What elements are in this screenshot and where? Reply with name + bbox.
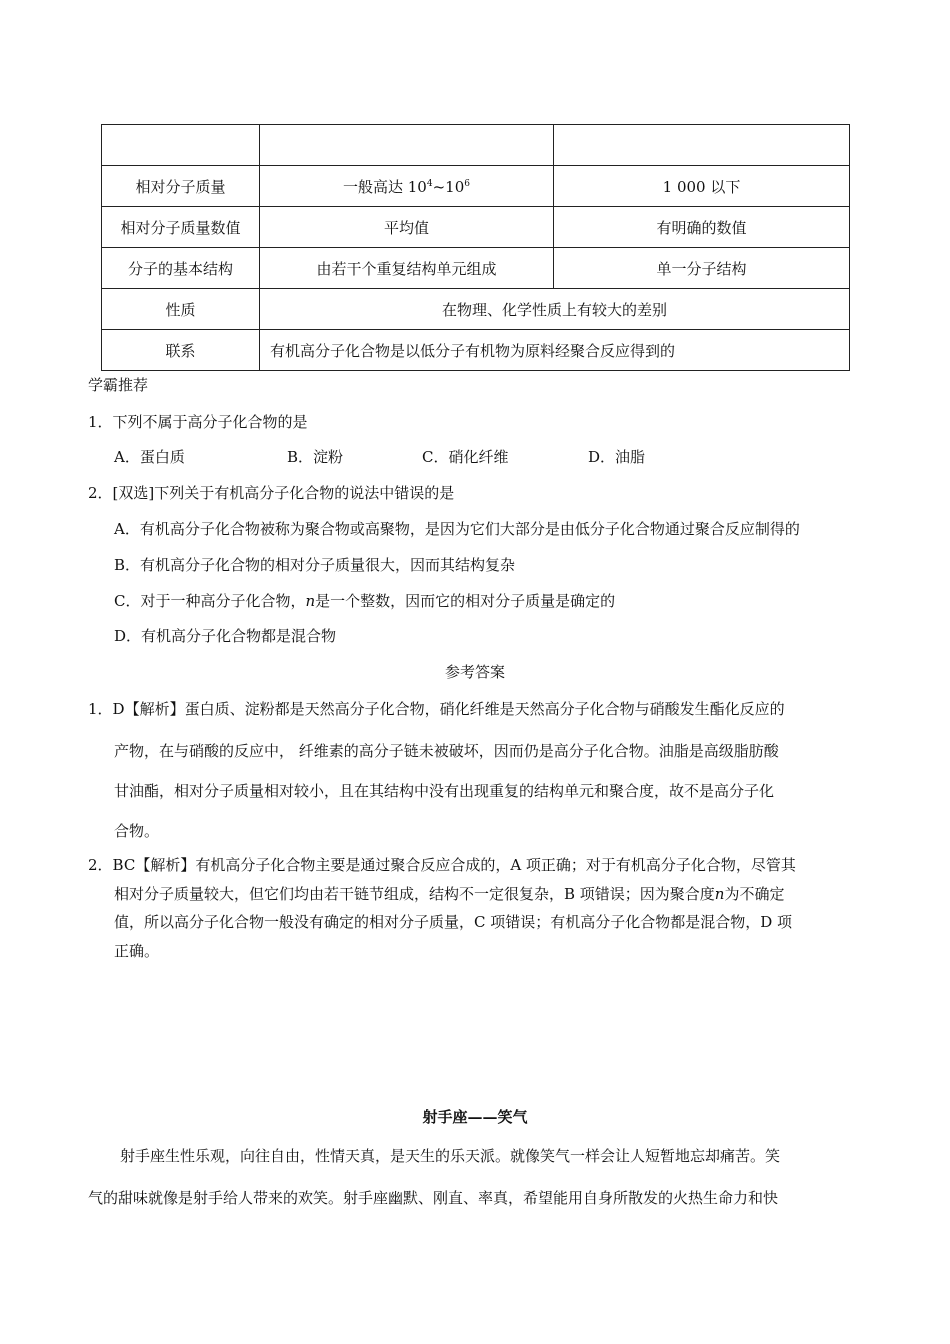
table-row <box>102 166 850 207</box>
row-label: 性质 <box>102 289 260 330</box>
footer-title: 射手座——笑气 <box>422 1108 528 1126</box>
answer-2-line: 值，所以高分子化合物一般没有确定的相对分子质量，C 项错误；有机高分子化合物都是混合物，D 项 <box>114 913 793 931</box>
table-cell <box>102 125 260 166</box>
table-cell <box>260 125 554 166</box>
table-cell: 1 000 以下 <box>554 166 850 207</box>
question-1-stem: 1．下列不属于高分子化合物的是 <box>88 413 308 431</box>
table-cell: 单一分子结构 <box>554 248 850 289</box>
q1-option-c: C．硝化纤维 <box>422 448 509 466</box>
table-cell: 有明确的数值 <box>554 207 850 248</box>
table-cell: 由若干个重复结构单元组成 <box>260 248 554 289</box>
q2-option-b: B．有机高分子化合物的相对分子质量很大，因而其结构复杂 <box>114 556 516 574</box>
table-cell: 在物理、化学性质上有较大的差别 <box>260 289 850 330</box>
q2-option-a: A．有机高分子化合物被称为聚合物或高聚物，是因为它们大部分是由低分子化合物通过聚合反应制得的 <box>114 520 800 538</box>
q1-option-d: D．油脂 <box>588 448 646 466</box>
footer-text-line: 气的甜味就像是射手给人带来的欢笑。射手座幽默、刚直、率真，希望能用自身所散发的火热生命力和快 <box>88 1189 779 1207</box>
table-row <box>102 289 850 330</box>
table-cell: 平均值 <box>260 207 554 248</box>
q2-option-c: C．对于一种高分子化合物，n是一个整数，因而它的相对分子质量是确定的 <box>114 592 616 610</box>
answers-title: 参考答案 <box>444 663 505 681</box>
q1-option-b: B．淀粉 <box>287 448 344 466</box>
table-row <box>102 330 850 371</box>
section-title: 学霸推荐 <box>88 376 149 394</box>
footer-text-line: 射手座生性乐观，向往自由，性情天真，是天生的乐天派。就像笑气一样会让人短暂地忘却痛苦。笑 <box>120 1147 781 1165</box>
row-label: 相对分子质量 <box>102 166 260 207</box>
table-row <box>102 125 850 166</box>
answer-1-line: 甘油酯，相对分子质量相对较小，且在其结构中没有出现重复的结构单元和聚合度，故不是高分子化 <box>114 782 775 800</box>
table-cell <box>554 125 850 166</box>
comparison-table <box>101 124 850 371</box>
row-label: 联系 <box>102 330 260 371</box>
q1-option-a: A．蛋白质 <box>114 448 185 466</box>
row-label: 相对分子质量数值 <box>102 207 260 248</box>
table-row <box>102 248 850 289</box>
q2-option-d: D．有机高分子化合物都是混合物 <box>114 627 337 645</box>
answer-2-line: 相对分子质量较大，但它们均由若干链节组成，结构不一定很复杂，B 项错误；因为聚合度n为不确定 <box>114 885 785 903</box>
table-cell: 一般高达 $10^4\sim 10^6$ <box>260 166 554 207</box>
answer-1-line: 合物。 <box>114 822 160 840</box>
answer-2-line: 2．BC【解析】有机高分子化合物主要是通过聚合反应合成的，A 项正确；对于有机高分子化合物，尽管其 <box>88 856 796 874</box>
answer-1-line: 1．D【解析】蛋白质、淀粉都是天然高分子化合物，硝化纤维是天然高分子化合物与硝酸发生酯化反应的 <box>88 700 785 718</box>
row-label: 分子的基本结构 <box>102 248 260 289</box>
question-2-stem: 2．[双选]下列关于有机高分子化合物的说法中错误的是 <box>88 484 455 502</box>
table-cell: 有机高分子化合物是以低分子有机物为原料经聚合反应得到的 <box>260 330 850 371</box>
answer-2-line: 正确。 <box>114 942 160 960</box>
table-row <box>102 207 850 248</box>
answer-1-line: 产物，在与硝酸的反应中， 纤维素的高分子链未被破坏，因而仍是高分子化合物。油脂是高级脂肪酸 <box>114 742 779 760</box>
